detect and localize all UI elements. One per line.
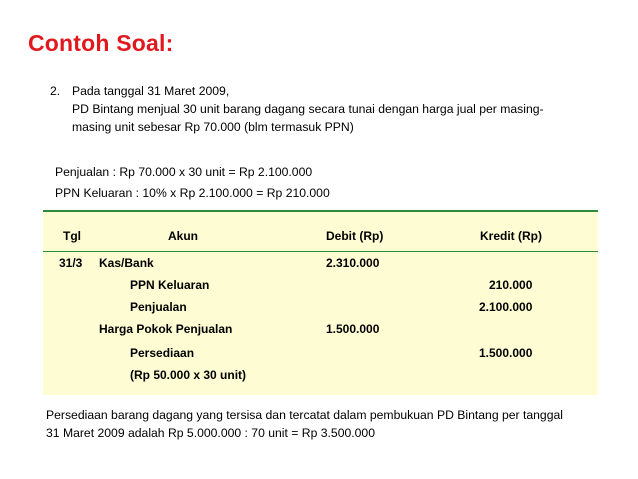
cell-debit: 1.500.000	[326, 322, 380, 336]
header-kredit: Kredit (Rp)	[480, 229, 542, 243]
cell-akun: Kas/Bank	[99, 256, 154, 270]
conclusion-line: Persediaan barang dagang yang tersisa dan tercatat dalam pembukuan PD Bintang per tanggal	[46, 408, 563, 422]
cell-akun: Persediaan	[130, 346, 195, 360]
cell-debit: 2.310.000	[326, 256, 380, 270]
problem-line: Pada tanggal 31 Maret 2009,	[72, 84, 230, 98]
calc-sales: Penjualan : Rp 70.000 x 30 unit = Rp 2.100.000	[55, 165, 313, 179]
journal-header-divider	[43, 251, 598, 252]
calc-vat: PPN Keluaran : 10% x Rp 2.100.000 = Rp 210.000	[55, 186, 330, 200]
conclusion-text	[46, 406, 621, 442]
problem-line: PD Bintang menjual 30 unit barang dagang secara tunai dengan harga jual per masing-	[72, 102, 544, 116]
cell-kredit: 2.100.000	[479, 300, 533, 314]
calculations	[55, 162, 330, 204]
problem-statement	[50, 82, 610, 136]
problem-line: masing unit sebesar Rp 70.000 (blm termasuk PPN)	[72, 120, 354, 134]
slide-title: Contoh Soal:	[28, 30, 174, 56]
cell-akun: PPN Keluaran	[130, 278, 210, 292]
cell-akun: Harga Pokok Penjualan	[99, 322, 233, 336]
header-tgl: Tgl	[63, 229, 81, 243]
conclusion-line: 31 Maret 2009 adalah Rp 5.000.000 : 70 unit = Rp 3.500.000	[46, 426, 375, 440]
header-akun: Akun	[168, 229, 198, 243]
cell-kredit: 1.500.000	[479, 346, 533, 360]
cell-akun: (Rp 50.000 x 30 unit)	[130, 368, 247, 382]
problem-number: 2.	[50, 84, 61, 98]
header-debit: Debit (Rp)	[326, 229, 384, 243]
cell-kredit: 210.000	[489, 278, 533, 292]
cell-tgl: 31/3	[59, 256, 83, 270]
cell-akun: Penjualan	[130, 300, 187, 314]
